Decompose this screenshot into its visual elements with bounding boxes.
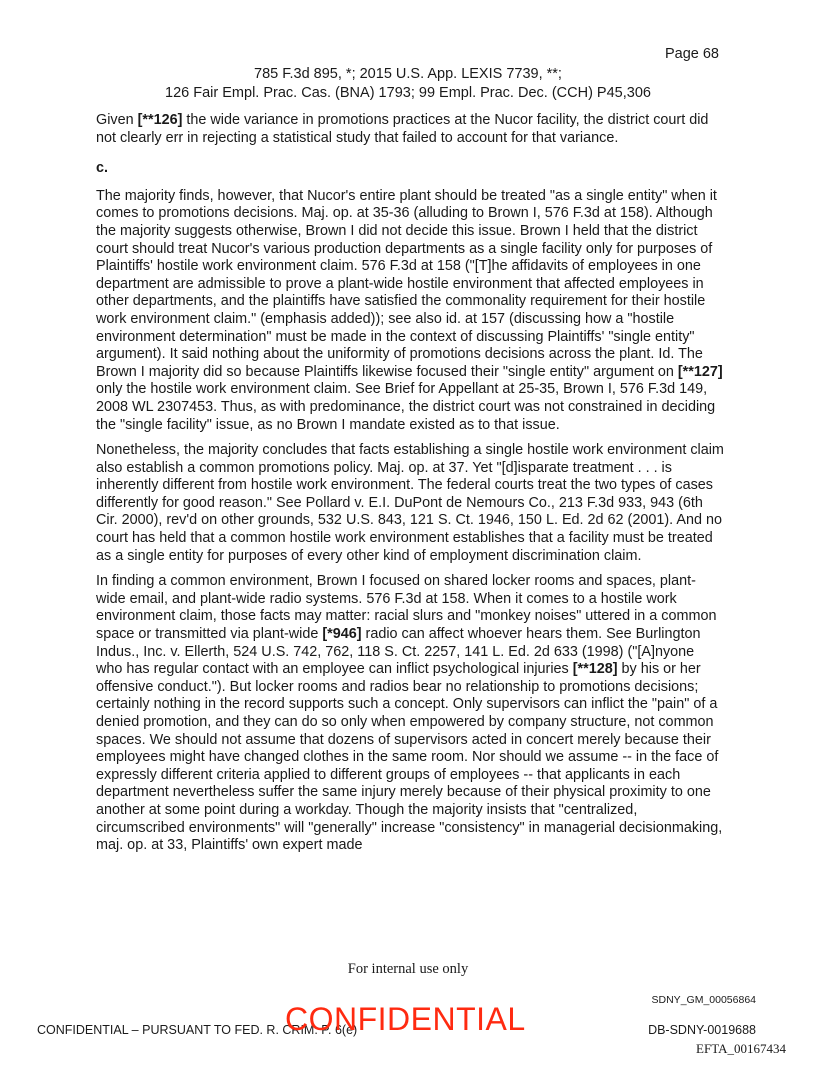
paragraph-2: The majority finds, however, that Nucor's entire plant should be treated "as a single entity" when it comes to promotions decisions. Maj. op. at 35-36 (alluding to Brown I, 576 F.3d at 158). Although the majority suggests otherwise, Brown I did not decide this issue. Brown I held that the district court should treat Nucor's various production departments as a single facility only for purposes of Plaintiffs' hostile work environment claim. 576 F.3d at 158 ("[T]he affidavits of employees in one department are admissible to prove a plant-wide hostile environment that affected employees in other departments, and the plaintiffs have satisfied the commonality requirement for their hostile work environment claim." (emphasis added)); see also id. at 157 (discussing how a "hostile environment determination" must be made in the context of discussing Plaintiffs' "single entity" argument). It said nothing about the uniformity of promotions decisions across the plant. Id. The Brown I majority did so because Plaintiffs likewise focused their "single entity" argument on [**127] only the hostile work environment claim. See Brief for Appellant at 25-35, Brown I, 576 F.3d 149, 2008 WL 2307453. Thus, as with predominance, the district court was not constrained in deciding the "single facility" issue, as no Brown I mandate existed as to that issue. (96, 187, 723, 433)
paragraph-4: In finding a common environment, Brown I focused on shared locker rooms and spaces, plant-wide email, and plant-wide radio systems. 576 F.3d at 158. When it comes to a hostile work environment claim, those facts may matter: racial slurs and "monkey noises" uttered in a common space or transmitted via plant-wide [*946] radio can affect whoever hears them. See Burlington Indus., Inc. v. Ellerth, 524 U.S. 742, 762, 118 S. Ct. 2257, 141 L. Ed. 2d 633 (1998) ("[A]nyone who has regular contact with an employee can inflict psychological injuries [**128] by his or her offensive conduct."). But locker rooms and radios bear no relationship to promotions decisions; certainly nothing in the record supports such a concept. Only supervisors can inflict the "pain" of a denied promotion, and they can do so only when empowered by company structure, not common spaces. We should not assume that dozens of supervisors acted in concert merely because their employees might have changed clothes in the same room. Nor should we assume -- in the face of expressly different criteria applied to different groups of employees -- that applicants in each department nevertheless suffer the same injury merely because of their physical proximity to one another at some point during a workday. Though the majority insists that "centralized, circumscribed environments" will "generally" increase "consistency" in managerial decisionmaking, maj. op. at 33, Plaintiffs' own expert made (96, 573, 723, 854)
star-page-marker[interactable]: [**126] (137, 112, 183, 128)
paragraph-3: Nonetheless, the majority concludes that facts establishing a single hostile work environment claim also establish a common promotions policy. Maj. op. at 37. Yet "[d]isparate treatment . . . is inherently different from hostile work environment. The federal courts treat the two types of cases differently for good reason." See Pollard v. E.I. DuPont de Nemours Co., 213 F.3d 933, 943 (6th Cir. 2000), rev'd on other grounds, 532 U.S. 843, 121 S. Ct. 1946, 150 L. Ed. 2d 62 (2001). And no court has held that a common hostile work environment establishes that a facility must be treated as a single entity for purposes of every other kind of employment discrimination claim. (96, 442, 724, 564)
bates-sdny-gm: SDNY_GM_00056864 (651, 994, 756, 1006)
citation-line-1: 785 F.3d 895, *; 2015 U.S. App. LEXIS 7739, **; (254, 66, 562, 82)
internal-use-note: For internal use only (347, 961, 469, 977)
confidential-notice: CONFIDENTIAL – PURSUANT TO FED. R. CRIM. P. 6(e) (37, 1023, 358, 1037)
citation-line-2: 126 Fair Empl. Prac. Cas. (BNA) 1793; 99 Empl. Prac. Dec. (CCH) P45,306 (165, 85, 651, 101)
paragraph-1: Given [**126] the wide variance in promotions practices at the Nucor facility, the district court did not clearly err in rejecting a statistical study that failed to account for that variance. (96, 112, 709, 146)
bates-efta: EFTA_00167434 (696, 1041, 786, 1056)
opinion-body (96, 112, 724, 863)
section-heading: c. (96, 160, 109, 177)
confidential-stamp: CONFIDENTIAL (285, 1001, 526, 1037)
star-page-marker[interactable]: [**127] (677, 363, 723, 380)
page-number: Page 68 (664, 46, 719, 62)
case-citation (0, 65, 816, 103)
bates-db-sdny: DB-SDNY-0019688 (648, 1023, 756, 1037)
star-page-marker[interactable]: [*946] (322, 626, 362, 643)
star-page-marker[interactable]: [**128] (572, 661, 618, 678)
